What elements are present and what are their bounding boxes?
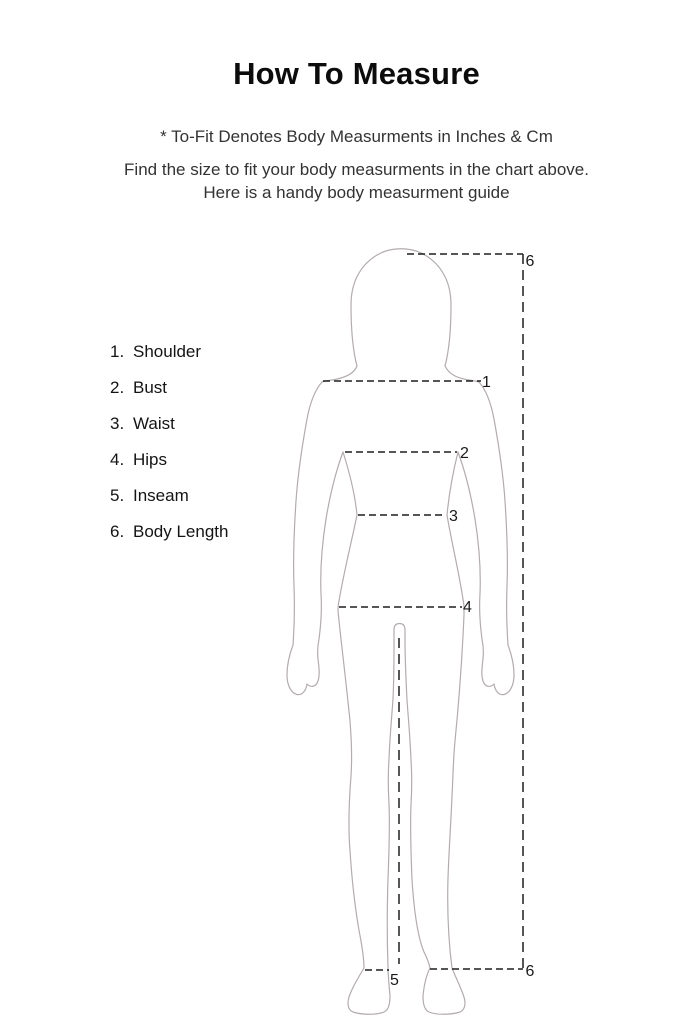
body-outline	[287, 249, 514, 1014]
list-label: Inseam	[133, 486, 189, 505]
list-number: 3.	[110, 414, 125, 433]
measurement-lines	[323, 254, 523, 970]
description-line-2: Here is a handy body measurment guide	[203, 183, 510, 202]
list-number: 4.	[110, 450, 125, 469]
page-title: How To Measure	[233, 56, 480, 91]
list-label: Shoulder	[133, 342, 202, 361]
list-number: 6.	[110, 522, 125, 541]
marker-body-length-top: 6	[525, 253, 535, 270]
list-number: 1.	[110, 342, 125, 361]
marker-shoulder: 1	[482, 374, 491, 391]
list-label: Bust	[133, 378, 168, 397]
marker-inseam: 5	[390, 972, 399, 989]
marker-hips: 4	[463, 599, 472, 616]
list-label: Waist	[133, 414, 175, 433]
marker-waist: 3	[449, 508, 458, 525]
description-line-1: Find the size to fit your body measurments in the chart above.	[124, 160, 589, 179]
tofit-note: * To-Fit Denotes Body Measurments in Inches & Cm	[160, 127, 553, 146]
marker-body-length-bottom: 6	[525, 963, 535, 980]
list-number: 2.	[110, 378, 125, 397]
list-label: Hips	[133, 450, 168, 469]
marker-bust: 2	[460, 445, 469, 462]
list-number: 5.	[110, 486, 125, 505]
list-label: Body Length	[133, 522, 229, 541]
